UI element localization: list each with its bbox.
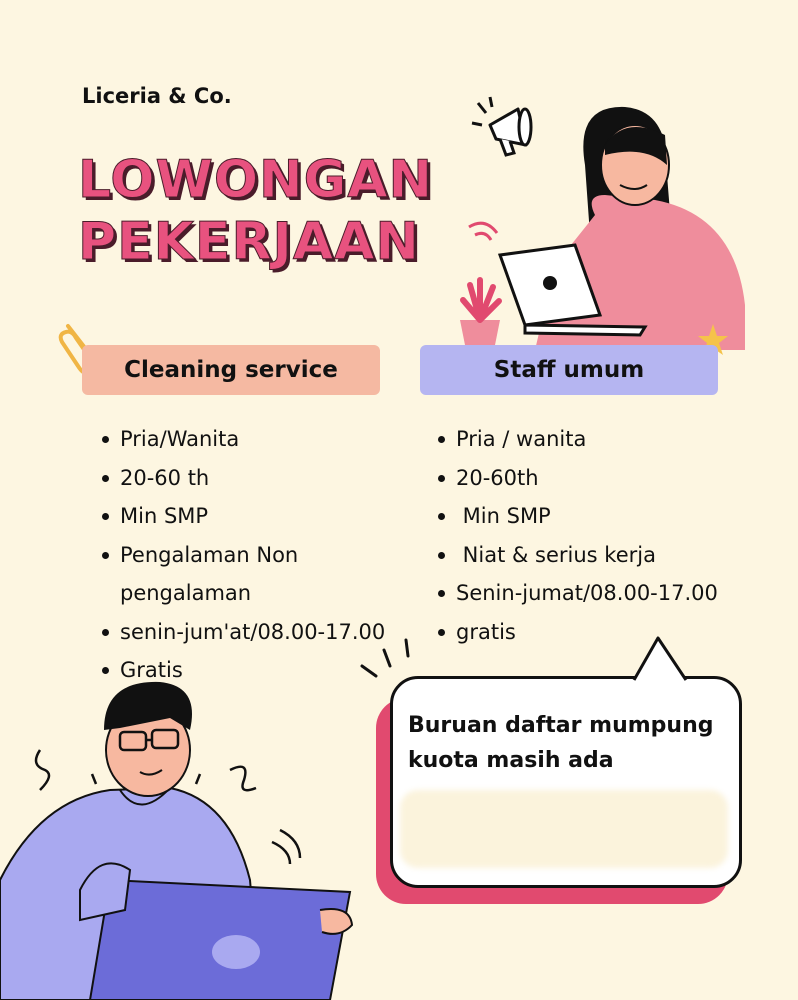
blurred-area [400, 790, 728, 868]
list-item: Senin-jumat/08.00-17.00 [436, 574, 756, 613]
list-item: Pria / wanita [436, 420, 756, 459]
list-item: senin-jum'at/08.00-17.00 [100, 613, 400, 652]
bubble-line1: Buruan daftar mumpung [408, 713, 714, 738]
list-item: 20-60 th [100, 459, 400, 498]
list-item: Min SMP [436, 497, 756, 536]
page-title-line2: PEKERJAAN [78, 212, 420, 272]
bubble-line2: kuota masih ada [408, 748, 614, 773]
bubble-tail [630, 634, 690, 682]
job-label-staff-umum: Staff umum [420, 345, 718, 395]
list-item: Niat & serius kerja [436, 536, 756, 575]
plant-icon [460, 280, 500, 345]
requirements-list-cleaning [100, 420, 400, 690]
page-title-line1: LOWONGAN [78, 150, 434, 210]
list-item: Min SMP [100, 497, 400, 536]
list-item: Pengalaman Non pengalaman [100, 536, 320, 613]
job-label-cleaning-service: Cleaning service [82, 345, 380, 395]
list-item: Gratis [100, 651, 400, 690]
man-illustration [0, 670, 380, 1000]
bubble-text [408, 708, 728, 778]
list-item: 20-60th [436, 459, 756, 498]
requirements-list-staff [436, 420, 756, 651]
list-item: gratis [436, 613, 756, 652]
woman-illustration [455, 105, 755, 350]
brand-name: Liceria & Co. [82, 84, 232, 108]
list-item: Pria/Wanita [100, 420, 400, 459]
